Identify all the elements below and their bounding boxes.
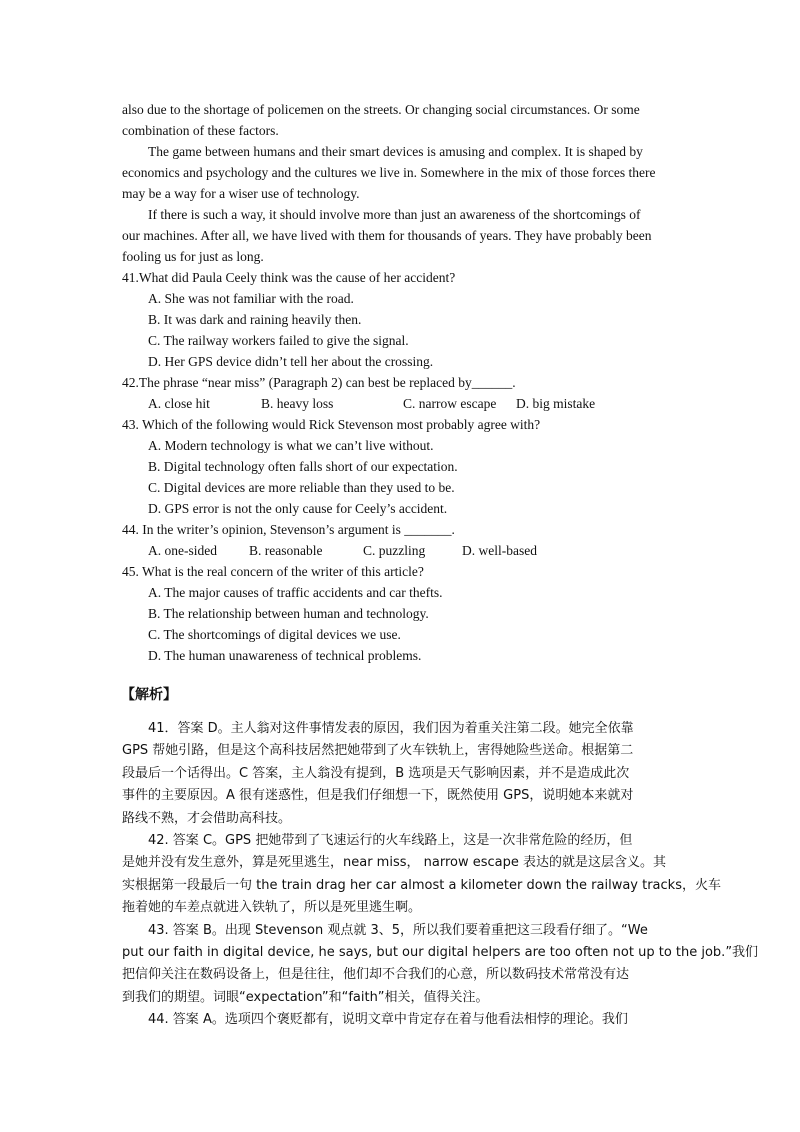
analysis-line: 42. 答案 C。GPS 把她带到了飞速运行的火车线路上，这是一次非常危险的经历，但 xyxy=(148,832,633,848)
analysis-line: 41．答案 D。主人翁对这件事情发表的原因，我们因为着重关注第二段。她完全依靠 xyxy=(148,721,634,736)
analysis-line: 实根据第一段最后一句 the train drag her car almost a kilometer down the railway tracks，火车 xyxy=(122,877,721,893)
passage-line: If there is such a way, it should involve more than just an awareness of the shortcomings of xyxy=(148,207,641,222)
analysis-header: 【解析】 xyxy=(121,687,177,703)
analysis-line: 路线不熟，才会借助高科技。 xyxy=(122,810,292,826)
question-42-option-d: D. big mistake xyxy=(516,396,596,411)
analysis-line: 把信仰关注在数码设备上，但是往往，他们却不合我们的心意，所以数码技术常常没有达 xyxy=(122,967,630,983)
question-42-option-a: A. close hit xyxy=(148,396,210,411)
passage-line: fooling us for just as long. xyxy=(122,249,264,264)
analysis-body xyxy=(122,718,759,1031)
question-41-option-c: C. The railway workers failed to give the signal. xyxy=(148,333,409,348)
passage-line: may be a way for a wiser use of technology. xyxy=(122,186,360,201)
question-42-option-c: C. narrow escape xyxy=(403,396,497,411)
question-42-options xyxy=(122,393,682,414)
passage-line: The game between humans and their smart devices is amusing and complex. It is shaped by xyxy=(148,144,643,159)
question-44-options xyxy=(122,540,682,561)
passage-line: economics and psychology and the cultures we live in. Somewhere in the mix of those forces there xyxy=(122,165,656,180)
question-44-option-a: A. one-sided xyxy=(148,543,217,558)
analysis-line: 事件的主要原因。A 很有迷惑性，但是我们仔细想一下，既然使用 GPS，说明她本来就对 xyxy=(122,788,634,804)
analysis-line: 拖着她的车差点就进入铁轨了，所以是死里逃生啊。 xyxy=(122,900,422,916)
question-41-option-a: A. She was not familiar with the road. xyxy=(148,291,354,306)
question-44-option-c: C. puzzling xyxy=(363,543,426,558)
question-43-option-d: D. GPS error is not the only cause for Ceely’s accident. xyxy=(148,501,448,516)
question-43-option-c: C. Digital devices are more reliable than they used to be. xyxy=(148,480,455,495)
analysis-line: 44. 答案 A。选项四个褒贬都有，说明文章中肯定存在着与他看法相悖的理论。我们 xyxy=(148,1012,628,1028)
analysis-line: 段最后一个话得出。C 答案，主人翁没有提到，B 选项是天气影响因素，并不是造成此次 xyxy=(122,765,630,781)
question-44-stem: 44. In the writer’s opinion, Stevenson’s argument is _______. xyxy=(122,522,455,537)
analysis-line: 是她并没有发生意外，算是死里逃生，near miss， narrow escape 表达的就是这层含义。其 xyxy=(122,855,667,871)
analysis-line: put our faith in digital device, he says, but our digital helpers are too often not up to the job.”我们 xyxy=(122,944,759,960)
passage-line: our machines. After all, we have lived with them for thousands of years. They have probably been xyxy=(122,228,652,243)
question-45-option-c: C. The shortcomings of digital devices we use. xyxy=(148,627,401,642)
question-41-option-b: B. It was dark and raining heavily then. xyxy=(148,312,362,327)
question-44-option-b: B. reasonable xyxy=(249,543,323,558)
question-43-option-a: A. Modern technology is what we can’t live without. xyxy=(148,438,434,453)
analysis-line: 43. 答案 B。出现 Stevenson 观点就 3、5，所以我们要着重把这三段看仔细了。“We xyxy=(148,922,648,938)
analysis-line: 到我们的期望。词眼“expectation”和“faith”相关，值得关注。 xyxy=(122,989,489,1005)
question-45-stem: 45. What is the real concern of the writer of this article? xyxy=(122,564,424,579)
analysis-line: GPS 帮她引路，但是这个高科技居然把她带到了火车铁轨上，害得她险些送命。根据第二 xyxy=(122,743,634,759)
passage xyxy=(122,99,682,666)
question-43-stem: 43. Which of the following would Rick Stevenson most probably agree with? xyxy=(122,417,541,432)
passage-line: also due to the shortage of policemen on the streets. Or changing social circumstances. Or some xyxy=(122,102,640,117)
question-41-stem: 41.What did Paula Ceely think was the cause of her accident? xyxy=(122,270,456,285)
question-45-option-d: D. The human unawareness of technical problems. xyxy=(148,648,422,663)
question-45-option-b: B. The relationship between human and technology. xyxy=(148,606,429,621)
passage-line: combination of these factors. xyxy=(122,123,279,138)
question-43-option-b: B. Digital technology often falls short of our expectation. xyxy=(148,459,458,474)
question-42-stem: 42.The phrase “near miss” (Paragraph 2) can best be replaced by______. xyxy=(122,375,516,390)
question-42-option-b: B. heavy loss xyxy=(261,396,334,411)
question-41-option-d: D. Her GPS device didn’t tell her about the crossing. xyxy=(148,354,434,369)
question-45-option-a: A. The major causes of traffic accidents and car thefts. xyxy=(148,585,443,600)
question-44-option-d: D. well-based xyxy=(462,543,537,558)
